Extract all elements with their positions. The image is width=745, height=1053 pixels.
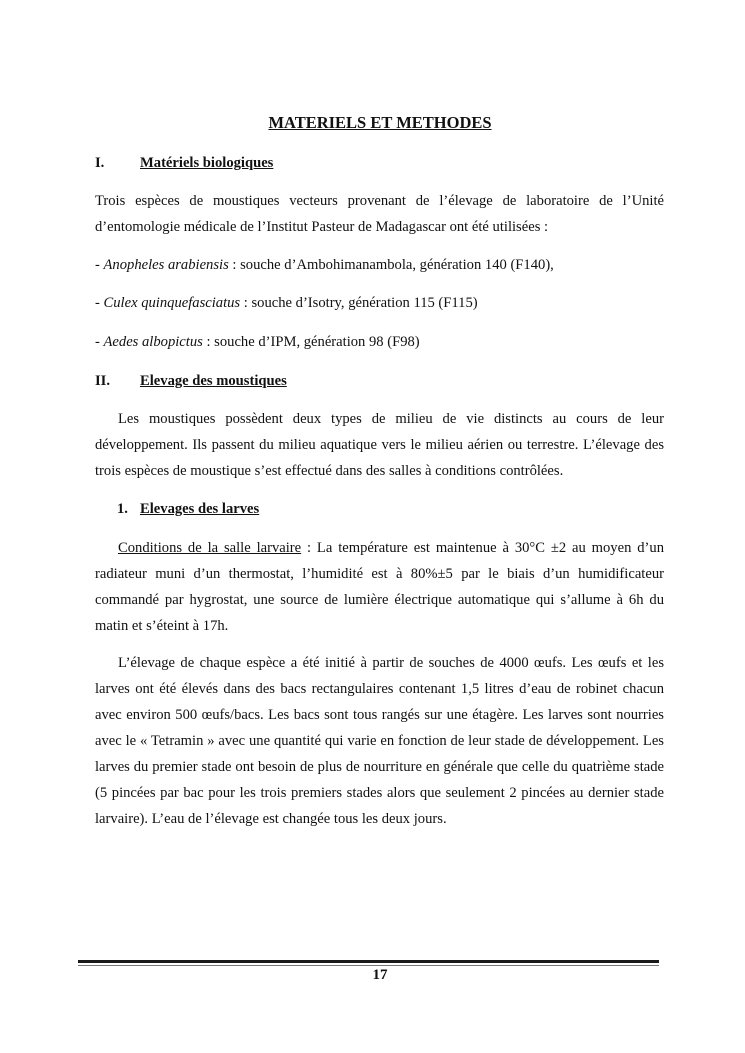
intro-paragraph: Trois espèces de moustiques vecteurs provenant de l’élevage de laboratoire de l’Unité d’entomologie médicale de l’Institut Pasteur de Madagascar ont été utilisées : [95,193,664,235]
page-number: 17 [372,967,388,983]
species-name: Anopheles arabiensis [103,257,229,273]
species-name: Aedes albopictus [103,334,203,350]
species-detail: : souche d’Ambohimanambola, génération 140 (F140), [228,257,554,273]
bullet: - [95,257,104,273]
rearing-paragraph: Les moustiques possèdent deux types de milieu de vie distincts au cours de leur développement. Ils passent du milieu aquatique vers le milieu aérien ou terrestre. L’élevage des trois espèces de moustique s’est effectué dans des salles à conditions contrôlées. [95,411,664,479]
species-item [95,334,420,351]
page-title: MATERIELS ET METHODES [268,113,492,132]
section-number: II. [95,373,111,389]
section-heading-2 [95,373,287,390]
footer-rule-thin [78,965,659,966]
conditions-paragraph [95,535,664,639]
footer-rule [78,960,659,963]
conditions-text: : La température est maintenue à 30°C ±2 au moyen d’un radiateur muni d’un thermostat, l’humidité est à 80%±5 par le biais d’un humidificateur commandé par hygrostat, une source de lumière électrique automatique qui s’allume à 6h du matin et s’éteint à 17h. [95,540,664,634]
subsection-number: 1. [117,501,128,517]
bullet: - [95,334,104,350]
conditions-lead: Conditions de la salle larvaire [118,540,302,556]
species-item [95,295,478,312]
subsection-label: Elevages des larves [140,501,260,517]
species-name: Culex quinquefasciatus [103,295,241,311]
species-item [95,257,554,274]
subsection-heading-1 [117,501,259,518]
bullet: - [95,295,104,311]
species-detail: : souche d’Isotry, génération 115 (F115) [240,295,478,311]
section-number: I. [95,155,105,171]
section-label: Elevage des moustiques [140,373,287,389]
section-heading-1 [95,155,273,172]
species-detail: : souche d’IPM, génération 98 (F98) [202,334,420,350]
section-label: Matériels biologiques [140,155,274,171]
larvae-paragraph: L’élevage de chaque espèce a été initié à partir de souches de 4000 œufs. Les œufs et les larves ont été élevés dans des bacs rectangulaires contenant 1,5 litres d’eau de robinet chacun avec environ 500 œufs/bacs. Les bacs sont tous rangés sur une étagère. Les larves sont nourries avec le « Tetramin » avec une quantité qui varie en fonction de leur stade de développement. Les larves du premier stade ont besoin de plus de nourriture en générale que celle du quatrième stade (5 pincées par bac pour les trois premiers stades alors que seulement 2 pincées au dernier stade larvaire). L’eau de l’élevage est changée tous les deux jours. [95,655,664,827]
